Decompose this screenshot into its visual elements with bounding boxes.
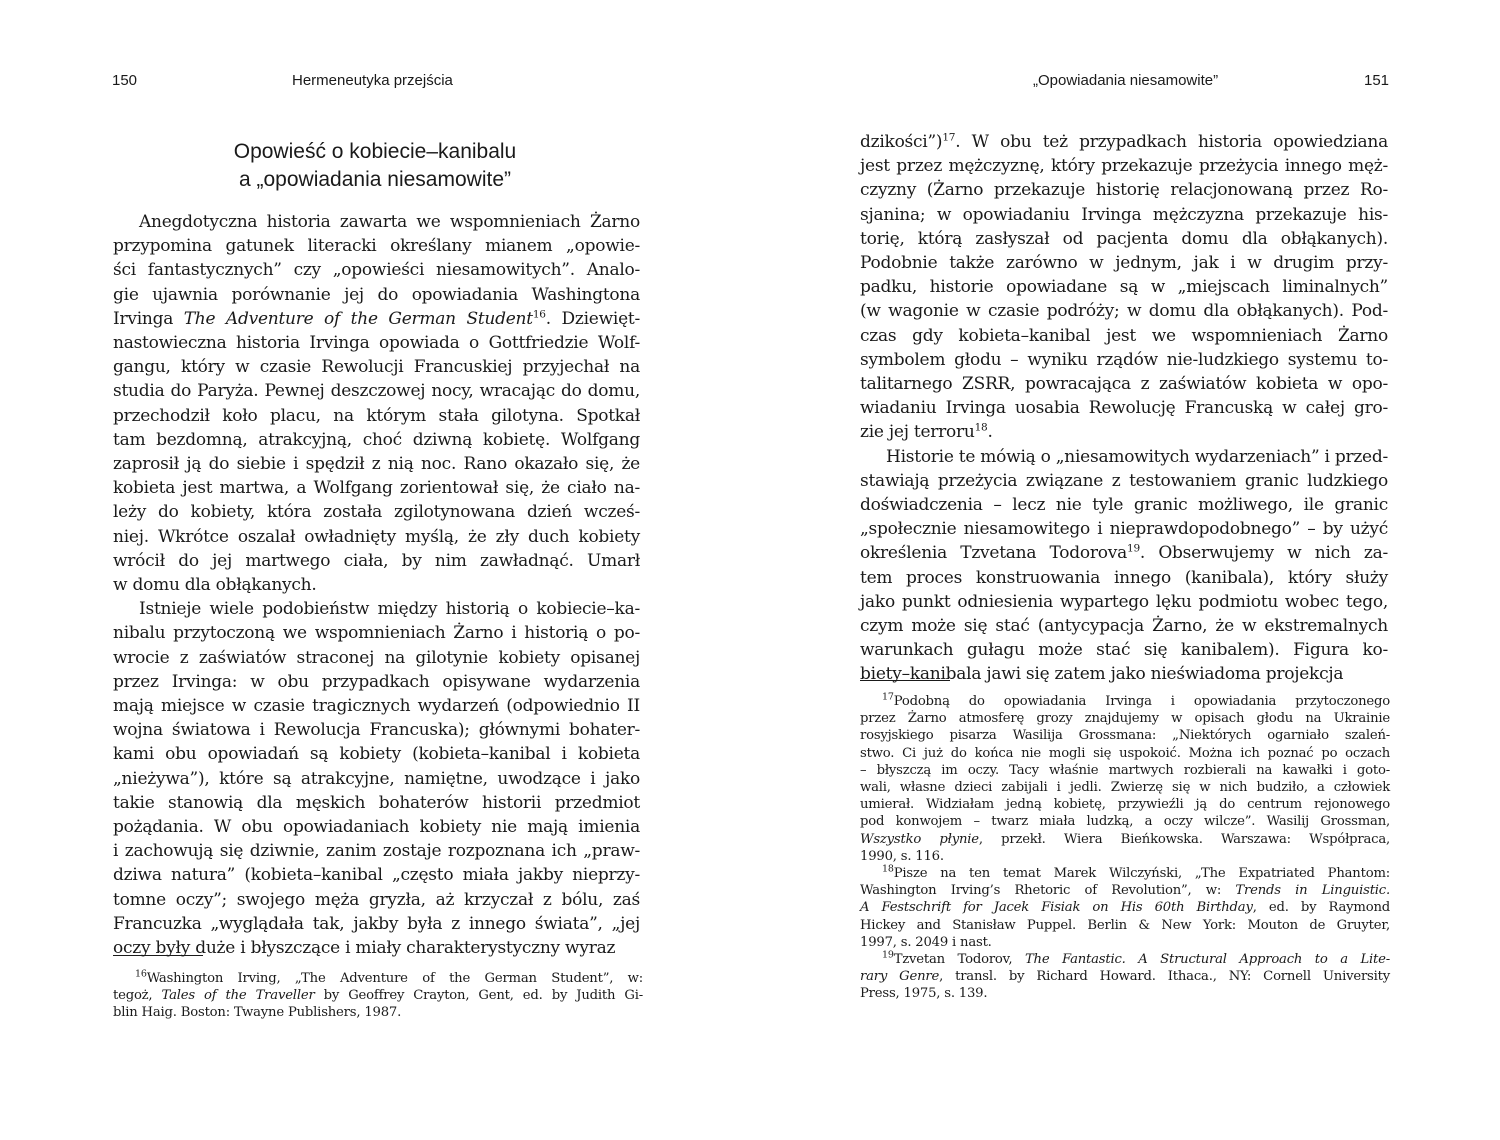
text-line: Historie te mówią o „niesamowitych wydarzeniach” i przed- (886, 446, 1388, 467)
footnote-line (860, 951, 1390, 968)
footnote-ref[interactable]: 16 (532, 308, 546, 321)
italic-title: The Adventure of the German Student (183, 308, 533, 329)
body-text (113, 210, 640, 960)
text-line: jest przez mężczyznę, który przekazuje przeżycia innego męż- (860, 156, 1388, 177)
text-run: Tzvetan Todorov, (893, 952, 1025, 968)
text-line: torię, którą zasłyszał od pacjenta domu dla obłąkanych). (860, 228, 1388, 249)
text-line: nastowieczna historia Irvinga opowiada o Gottfriedzie Wolf- (113, 333, 640, 354)
text-run: Washington Irving, „The Adventure of the German Student”, w: (146, 971, 643, 986)
text-line: nibalu przytoczoną we wspomnieniach Żarno i historią o po- (113, 623, 640, 644)
footnotes (113, 970, 643, 1022)
footnote-line: przez Żarno atmosferę grozy znajdujemy w opisach głodu na Ukrainie (860, 711, 1390, 727)
text-run: , transl. by Richard Howard. Ithaca., NY: Cornell University (939, 969, 1390, 985)
italic-title: The Fantastic. A Structural Approach to a Lite- (1024, 952, 1390, 968)
text-line: sjanina; w opowiadaniu Irvinga mężczyzna przekazuje his- (860, 204, 1388, 225)
text-line: Francuzka „wyglądała tak, jakby była z innego świata”, „jej (113, 913, 640, 934)
footnote-line: 1997, s. 2049 i nast. (860, 934, 992, 950)
text-line: czas gdy kobieta–kanibal jest we wspomnieniach Żarno (860, 325, 1388, 346)
text-line: tam bezdomną, atrakcyjną, choć dziwną kobietę. Wolfgang (113, 429, 640, 450)
text-run: tegoż, (113, 988, 162, 1004)
text-line: takie stanowią dla męskich bohaterów historii przedmiot (113, 792, 640, 813)
footnote-number: 18 (882, 863, 894, 875)
text-line: ści fantastycznych” czy „opowieści niesamowitych”. Analo- (113, 260, 640, 281)
running-head: Hermeneutyka przejścia (292, 72, 453, 89)
text-line: przez Irvinga: w obu przypadkach opisywane wydarzenia (113, 671, 640, 692)
text-line: dziwa natura” (kobieta–kanibal „często miała jakby nieprzy- (113, 865, 640, 886)
text-run: , przekł. Wiera Bieńkowska. Warszawa: Współpraca, (978, 831, 1390, 847)
text-line: wrócił do jej martwego ciała, by nim zawładnąć. Umarł (113, 550, 640, 571)
body-text (860, 130, 1388, 687)
italic-title: Trends in Linguistic. (1235, 883, 1390, 899)
running-head: „Opowiadania niesamowite” (1033, 72, 1219, 89)
footnote-number: 17 (882, 691, 894, 703)
text-line: kami obu opowiadań są kobiety (kobieta–kanibal i kobieta (113, 744, 640, 765)
footnote-line: stwo. Ci już do końca nie mogli się uspokoić. Można ich poznać po oczach (860, 745, 1390, 761)
text-run: Pisze na ten temat Marek Wilczyński, „The Expatriated Phantom: (893, 866, 1390, 882)
footnote-line (860, 865, 1390, 882)
text-line (860, 541, 1388, 565)
footnote-line (860, 899, 1390, 916)
text-line: wrocie z zaświatów straconej na gilotynie kobiety opisanej (113, 647, 640, 668)
text-run: zie jej terroru (860, 422, 975, 443)
text-line: tomne oczy”; swojego męża gryzła, aż krzyczał z bólu, zaś (113, 889, 640, 910)
text-line: kobieta jest martwa, a Wolfgang zorientował się, że ciało na- (113, 478, 640, 499)
chapter-title (110, 138, 640, 194)
text-line: przypomina gatunek literacki określany mianem „opowie- (113, 236, 640, 257)
text-line: czym może się stać (antycypacja Żarno, że w ekstremalnych (860, 616, 1388, 637)
text-line: niej. Wkrótce oszalał owładnięty myślą, że zły duch kobiety (113, 526, 640, 547)
text-line: „społecznie niesamowitego i nieprawdopodobnego” – by użyć (860, 519, 1388, 540)
text-run: dzikości”) (860, 132, 943, 152)
footnote-line: wali, własne dzieci zabijali i jedli. Zwierzę się w nich budziło, a człowiek (860, 780, 1390, 796)
footnote-line: umierał. Widziałam jedną kobietę, przywieźli ją do centrum rejonowego (860, 797, 1390, 813)
footnote-divider (860, 680, 950, 681)
text-line: przechodził koło placu, na którym stała gilotyna. Spotkał (113, 405, 640, 426)
text-line: leży do kobiety, która została zgilotynowana dzień wcześ- (113, 502, 640, 523)
footnote-line (860, 968, 1390, 985)
text-line: (w wagonie w czasie podróży; w domu dla obłąkanych). Pod- (860, 301, 1388, 322)
text-line: warunkach gułagu może stać się kanibalem). Figura ko- (860, 640, 1388, 661)
text-line: wojna światowa i Rewolucja Francuska); głównymi bohater- (113, 720, 640, 741)
text-run: , ed. by Raymond (1252, 900, 1391, 916)
footnote-line (113, 987, 643, 1004)
text-line: jako punkt odniesienia wypartego lęku podmiotu wobec tego, (860, 591, 1388, 612)
text-run: Irvinga (113, 308, 184, 329)
text-line (860, 420, 1388, 444)
footnote-divider (113, 955, 203, 956)
chapter-title-line: a „opowiadania niesamowite” (239, 168, 511, 191)
left-page-header (0, 72, 750, 92)
page-number: 151 (1364, 72, 1390, 89)
text-line: Istnieje wiele podobieństw między historią o kobiecie–ka- (139, 599, 640, 620)
footnotes (860, 693, 1390, 1003)
italic-title: Wszystko płynie (860, 831, 979, 847)
text-run: . W obu też przypadkach historia opowiedziana (955, 132, 1388, 152)
text-run: . (987, 422, 993, 443)
text-line: talitarnego ZSRR, powracająca z zaświatów kobieta w opo- (860, 374, 1388, 395)
footnote-line: Hickey and Stanisław Puppel. Berlin & New York: Mouton de Gruyter, (860, 917, 1390, 933)
footnote-line: Press, 1975, s. 139. (860, 986, 988, 1002)
footnote-line (860, 882, 1390, 899)
footnote-ref[interactable]: 18 (974, 421, 988, 434)
text-line: Podobnie także zarówno w jednym, jak i w drugim przy- (860, 253, 1388, 274)
text-line: stawiają przeżycia związane z testowaniem granic ludzkiego (860, 470, 1388, 491)
text-line: oczy były duże i błyszczące i miały charakterystyczny wyraz (113, 938, 616, 959)
text-line: gangu, który w czasie Rewolucji Francuskiej przyjechał na (113, 357, 640, 378)
text-line: doświadczenia – lecz nie tyle granic możliwego, ile granic (860, 495, 1388, 516)
text-line: studia do Paryża. Pewnej deszczowej nocy, wracając do domu, (113, 381, 640, 402)
chapter-title-line: Opowieść o kobiecie–kanibalu (233, 140, 517, 163)
footnote-ref[interactable]: 17 (942, 131, 956, 144)
footnote-line (860, 693, 1390, 710)
text-run: . Obserwujemy w nich za- (1139, 543, 1388, 564)
footnote-line: – błyszczą im oczy. Tacy właśnie martwych rozbierali na kawałki i goto- (860, 762, 1390, 778)
footnote-line: rosyjskiego pisarza Wasilija Grossmana: „Niektórych ogarniało szaleń- (860, 728, 1390, 744)
text-line (113, 307, 640, 331)
italic-title: A Festschrift for Jacek Fisiak on His 60th Birthday (860, 900, 1253, 916)
text-run: by Geoffrey Crayton, Gent, ed. by Judith Gi- (314, 988, 644, 1004)
text-line: mają miejsce w czasie tragicznych wydarzeń (odpowiednio II (113, 696, 640, 717)
text-line: zaprosił ją do siebie i spędził z nią noc. Rano okazało się, że (113, 454, 640, 475)
text-run: określenia Tzvetana Todorova (860, 543, 1128, 564)
italic-title: Tales of the Traveller (161, 988, 315, 1004)
footnote-number: 19 (882, 949, 894, 961)
footnote-line (860, 831, 1390, 848)
text-line: czyzny (Żarno przekazuje historię relacjonowaną przez Ro- (860, 180, 1388, 201)
text-line: gie ujawnia porównanie jej do opowiadania Washingtona (113, 284, 640, 305)
footnote-line: 1990, s. 116. (860, 848, 944, 864)
text-run: Podobną do opowiadania Irvinga i opowiadania przytoczonego (893, 694, 1390, 709)
text-line: w domu dla obłąkanych. (113, 575, 317, 596)
text-line: tem proces konstruowania innego (kanibala), który służy (860, 567, 1388, 588)
text-line: symbolem głodu – wyniku rządów nie-ludzkiego systemu to- (860, 349, 1388, 370)
text-line: pożądania. W obu opowiadaniach kobiety nie mają imienia (113, 817, 640, 838)
page-number: 150 (112, 72, 138, 89)
footnote-line: blin Haig. Boston: Twayne Publishers, 1987. (113, 1005, 402, 1021)
text-run: Washington Irving’s Rhetoric of Revolution”, w: (860, 883, 1236, 899)
footnote-line (113, 970, 643, 987)
text-line: Anegdotyczna historia zawarta we wspomnieniach Żarno (139, 212, 640, 232)
text-run: . Dziewięt- (545, 308, 640, 329)
text-line: „nieżywa”), które są atrakcyjne, namiętne, uwodzące i jako (113, 768, 640, 789)
footnote-ref[interactable]: 19 (1127, 542, 1140, 555)
italic-title: rary Genre (860, 969, 940, 985)
footnote-line: pod konwojem – twarz miała ludzką, a oczy wilcze”. Wasilij Grossman, (860, 814, 1390, 830)
text-line: wiadaniu Irvinga uosabia Rewolucję Francuską w całej gro- (860, 398, 1388, 419)
text-line: padku, historie opowiadane są w „miejscach liminalnych” (860, 277, 1388, 298)
right-page-header (750, 72, 1500, 92)
text-line (860, 130, 1388, 154)
text-line: i zachowują się dziwnie, zanim zostaje rozpoznana ich „praw- (113, 841, 640, 862)
text-line: biety–kanibala jawi się zatem jako nieświadoma projekcja (860, 664, 1344, 685)
footnote-number: 16 (135, 968, 147, 980)
